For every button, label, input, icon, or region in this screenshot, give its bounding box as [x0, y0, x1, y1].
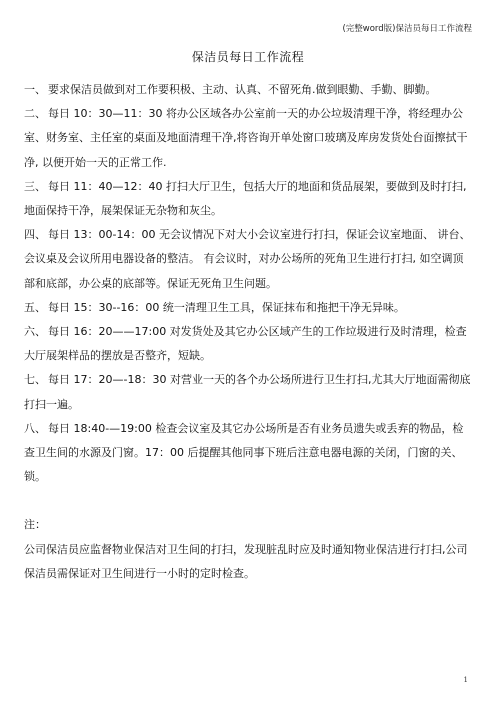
page-number: 1 — [463, 676, 468, 684]
item-text: 每日 13：00-14：00 无会议情况下对大小会议室进行打扫，保证会议室地面、 讲台、会议桌及会议所用电器设备的整洁。 有会议时，对办公场所的死角卫生进行打扫, 如空调顶部和底部，办公桌的底部等。保证无死角卫生问题。 — [24, 228, 471, 290]
item-text: 每日 10：30—11：30 将办公区域各办公室前一天的办公垃圾清理干净，将经理办公室、财务室、主任室的桌面及地面清理干净,将咨询开单处窗口玻璃及库房发货处台面擦拭干净, 以便开始一天的正常工作. — [24, 107, 468, 169]
item-number: 八、 — [24, 421, 46, 435]
list-item — [24, 175, 474, 223]
item-number: 五、 — [24, 300, 46, 314]
note-text: 公司保洁员应监督物业保洁对卫生间的打扫，发现脏乱时应及时通知物业保洁进行打扫,公司保洁员需保证对卫生间进行一小时的定时检查。 — [24, 542, 468, 580]
list-item — [24, 102, 474, 175]
list-item — [24, 320, 474, 368]
item-text: 要求保洁员做到对工作要积极、主动、认真、不留死角.做到眼勤、手勤、脚勤。 — [48, 83, 437, 96]
document-body — [24, 78, 474, 586]
list-item — [24, 78, 474, 102]
note-label: 注： — [24, 518, 46, 532]
list-item — [24, 296, 474, 320]
list-item — [24, 417, 474, 490]
header-document-title: (完整word版)保洁员每日工作流程 — [342, 24, 472, 34]
list-item — [24, 368, 474, 416]
item-text: 每日 15：30--16：00 统一清理卫生工具，保证抹布和拖把干净无异味。 — [48, 300, 405, 314]
item-number: 二、 — [24, 107, 46, 121]
spacer — [24, 489, 474, 513]
item-text: 每日 16：20——17:00 对发货处及其它办公区域产生的工作垃圾进行及时清理，检查大厅展架样品的摆放是否整齐，短缺。 — [24, 325, 467, 363]
item-text: 每日 18:40-—19:00 检查会议室及其它办公场所是否有业务员遗失或丢弃的物品，检查卫生间的水源及门窗。17：00 后提醒其他同事下班后注意电器电源的关闭，门窗的关、锁。 — [24, 421, 464, 484]
item-number: 四、 — [24, 228, 46, 242]
item-number: 三、 — [24, 179, 46, 193]
document-title: 保洁员每日工作流程 — [191, 50, 305, 64]
item-number: 七、 — [24, 373, 46, 387]
item-number: 六、 — [24, 325, 46, 339]
item-number: 一、 — [24, 83, 46, 96]
item-text: 每日 17：20—-18：30 对营业一天的各个办公场所进行卫生打扫,尤其大厅地面需彻底打扫一遍。 — [24, 373, 471, 411]
item-text: 每日 11：40—12：40 打扫大厅卫生，包括大厅的地面和货品展架，要做到及时打扫,地面保持干净，展架保证无杂物和灰尘。 — [24, 179, 467, 218]
list-item — [24, 223, 474, 296]
